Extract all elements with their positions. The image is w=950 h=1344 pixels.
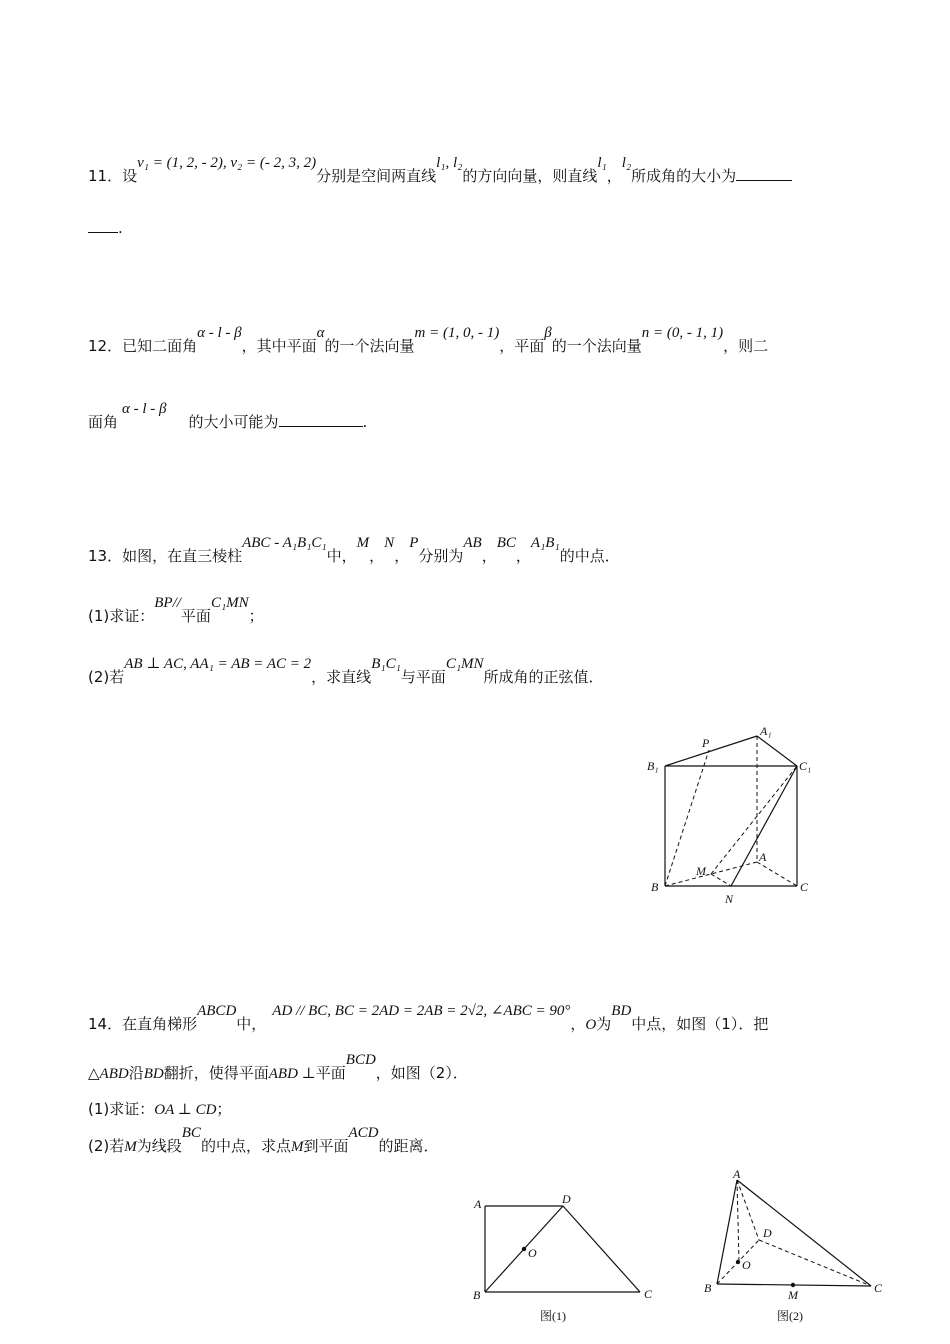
q14-BD: BD [611,1003,632,1019]
q14-text: 平面 [315,1064,346,1082]
q13-line1 [88,535,620,567]
q12-text: 的一个法向量 [551,337,642,355]
q11-number: 11． [88,167,123,185]
label-B: B [473,1288,481,1302]
q13-part1-expr: BP// [154,595,181,611]
q14-BC: BC [181,1125,201,1141]
q14-figure-2 [695,1166,895,1332]
label-A: A [759,850,767,864]
q14-abcd: ABCD [197,1003,237,1019]
edge-A-C [737,1180,871,1286]
q14-figure-1 [465,1192,665,1332]
edge-C1-N [731,766,797,886]
q14-text: 沿 [128,1064,144,1082]
q12-alpha: α [316,325,325,341]
q11-lines: l₁, l₂ [436,155,463,171]
q14-text: 的中点，求点 [200,1137,291,1155]
q11-text: 所成角的大小为 [631,167,737,185]
q14-line2 [88,1052,468,1084]
label-B: B [651,880,659,894]
q13-prism: ABC - A₁B₁C₁ [242,535,327,551]
q11-text: 分别是空间两直线 [316,167,437,185]
label-M: M [696,864,706,878]
answer-blank[interactable] [88,218,118,233]
q13-text: 如图，在直三棱柱 [122,547,243,565]
label-C: C [874,1281,883,1295]
q12-line1 [88,325,769,357]
q11-text: . [118,219,123,237]
q13-part2-b1c1: B₁C₁ [371,656,401,672]
label-B1: B₁ [647,759,659,773]
q14-part1 [88,1099,231,1120]
q13-text: ，求直线 [311,668,372,686]
q11-line2 [88,218,123,238]
label-P: P [702,736,710,750]
q13-part2-label: (2)若 [88,668,125,686]
label-B: B [704,1281,712,1295]
q13-M: M [356,535,370,551]
label-M: M [788,1288,798,1302]
edge-M-C1 [711,766,797,874]
q13-part1-plane: C₁MN [210,595,249,611]
q14-perp: ABD ⊥ [268,1066,316,1082]
q11-l1: l₁ [597,155,607,171]
label-D: D [562,1192,571,1206]
q13-part2-plane: C₁MN [445,656,484,672]
q13-text: ， [481,547,497,565]
q13-part2-cond: AB ⊥ AC, AA₁ = AB = AC = 2 [124,656,312,672]
label-O: O [742,1258,751,1272]
q12-beta: β [544,325,552,341]
q11-line1 [88,155,792,187]
q14-ABD: ABD [99,1066,129,1082]
q14-part2 [88,1125,439,1157]
q12-text: ，其中平面 [241,337,317,355]
q14-condition: AD // BC, BC = 2AD = 2AB = 2√2, ∠ABC = 90° [272,1003,571,1019]
q12-number: 12． [88,337,123,355]
q14-O: O [585,1017,597,1033]
q13-text: 平面 [180,607,211,625]
q14-text: ，如图（2）． [375,1064,468,1082]
q14-ACD: ACD [348,1125,379,1141]
answer-blank[interactable] [279,412,363,427]
q13-A1B1: A₁B₁ [530,535,560,551]
q13-text: 所成角的正弦值． [483,668,604,686]
q14-text: 为 [596,1015,612,1033]
q14-part1-label: (1)求证： [88,1100,155,1118]
q13-part2 [88,656,604,688]
q13-number: 13． [88,547,123,565]
q13-text: 与平面 [400,668,446,686]
q14-text: 到平面 [303,1137,349,1155]
q14-text: 在直角梯形 [122,1015,198,1033]
q11-text: ， [606,167,622,185]
q14-text: ， [570,1015,586,1033]
q13-AB: AB [463,535,482,551]
q13-text: ， [369,547,385,565]
q13-text: 分别为 [418,547,464,565]
edge-D-C [563,1206,640,1292]
q12-angle: α - l - β [122,401,167,417]
label-C1: C₁ [799,759,812,773]
q11-vectors: v₁ = (1, 2, - 2), v₂ = (- 2, 3, 2) [137,155,317,171]
q14-part1-expr: OA ⊥ CD [154,1102,217,1118]
edge-A-C [757,862,797,886]
q14-text: 的距离． [378,1137,439,1155]
q13-text: ， [515,547,531,565]
q13-prism-figure [640,720,820,910]
q12-text: . [362,413,368,431]
q12-text: 的一个法向量 [324,337,415,355]
q14-text: 翻折，使得平面 [163,1064,269,1082]
q11-text: 的方向向量，则直线 [462,167,598,185]
q13-BC: BC [496,535,516,551]
q12-text: ，平面 [499,337,545,355]
q13-text: 中， [326,547,357,565]
q12-n-vector: n = (0, - 1, 1) [641,325,724,341]
q11-l2: l₂ [621,155,632,171]
point-O [522,1247,526,1251]
q14-M: M [124,1139,137,1155]
q13-text: 的中点． [559,547,620,565]
label-A: A [474,1197,482,1211]
fig1-caption: 图(1) [540,1309,566,1323]
q12-angle: α - l - β [197,325,242,341]
q13-N: N [384,535,395,551]
q14-M: M [290,1139,304,1155]
edge-B1-A1 [665,736,757,766]
q14-part2-label: (2)若 [88,1137,125,1155]
q12-text: 已知二面角 [122,337,198,355]
q13-part1 [88,595,264,627]
q13-text: ， [394,547,410,565]
edge-A-B [717,1180,737,1284]
q11-text: 设 [122,167,138,185]
q14-text: ； [216,1100,232,1118]
edge-A1-C1 [757,736,797,766]
q12-text: 的大小可能为 [188,413,279,431]
label-O: O [528,1246,537,1260]
point-M [791,1283,795,1287]
q14-BD: BD [143,1066,164,1082]
q14-text: 为线段 [136,1137,182,1155]
q13-text: ； [248,607,264,625]
q13-part1-label: (1)求证： [88,607,155,625]
q14-BCD: BCD [345,1052,376,1068]
edge-M-N [711,874,731,886]
q12-line2 [88,401,368,433]
q14-text: 中点，如图（1）．把 [631,1015,769,1033]
q14-triangle-symbol: △ [88,1064,100,1082]
label-C: C [644,1287,653,1301]
q12-text: ，则二 [723,337,769,355]
q12-m-vector: m = (1, 0, - 1) [414,325,500,341]
label-A: A [733,1167,741,1181]
fig2-caption: 图(2) [777,1309,803,1323]
point-O [736,1260,740,1264]
edge-A-O [737,1180,739,1262]
q14-text: 中， [236,1015,267,1033]
label-D: D [763,1226,772,1240]
edge-D-C [759,1240,871,1286]
label-N: N [725,892,734,906]
q14-number: 14． [88,1015,123,1033]
label-A1: A₁ [760,724,772,738]
q13-P: P [409,535,419,551]
label-C: C [800,880,809,894]
answer-blank[interactable] [736,166,792,181]
q12-text: 面角 [88,413,119,431]
q14-line1 [88,1003,769,1035]
